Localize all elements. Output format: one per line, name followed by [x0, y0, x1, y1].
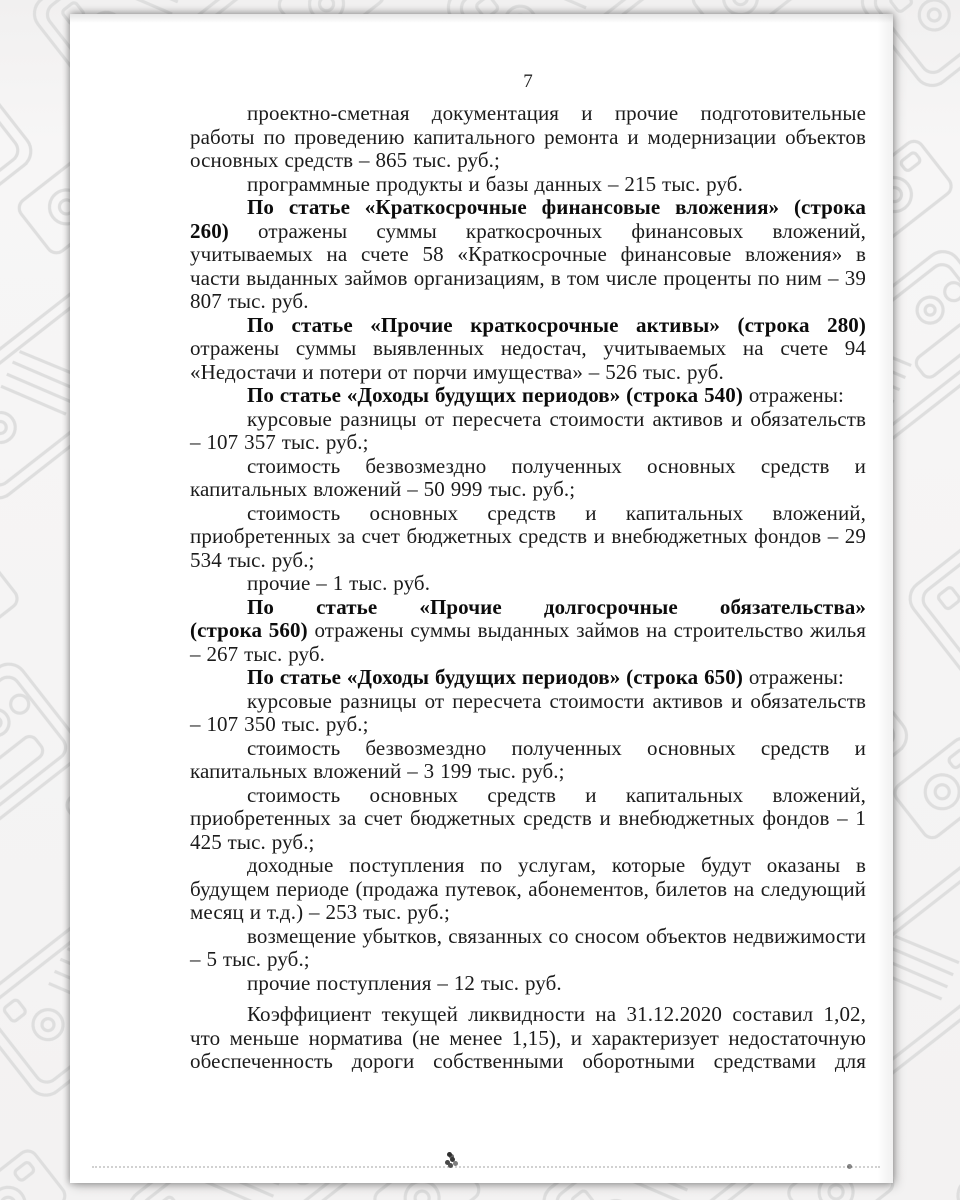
scan-noise-line	[92, 1156, 880, 1168]
paragraph-text: доходные поступления по услугам, которые будут оказаны в будущем периоде (продажа путевок, абонементов, билетов на следующий месяц и т.д.) – 253 тыс. руб.;	[190, 853, 866, 924]
paragraph	[190, 972, 866, 996]
paragraph-text: стоимость основных средств и капитальных вложений, приобретенных за счет бюджетных средств и внебюджетных фондов – 1 425 тыс. руб.;	[190, 782, 866, 854]
paragraph-text: отражены суммы краткосрочных финансовых вложений, учитываемых на счете 58 «Краткосрочные финансовые вложения» в части выданных займов организациям, в том числе проценты по ним – 39 807 тыс. руб.	[190, 218, 866, 313]
paragraph-text: проектно-сметная документация и прочие подготовительные работы по проведению капитального ремонта и модернизации объектов основных средств – 865 тыс. руб.;	[190, 101, 866, 172]
paragraph	[190, 455, 866, 502]
paragraph	[190, 690, 866, 737]
paragraph	[190, 408, 866, 455]
paragraph-text: стоимость безвозмездно полученных основных средств и капитальных вложений – 3 199 тыс. руб.;	[190, 735, 866, 783]
paragraph-text: прочие поступления – 12 тыс. руб.	[247, 970, 562, 995]
paragraph	[190, 925, 866, 972]
paragraph-text: прочие – 1 тыс. руб.	[247, 571, 431, 595]
bold-lead-continued: (строка 560)	[190, 618, 308, 642]
paragraph	[190, 502, 866, 573]
bold-lead: По статье «Прочие долгосрочные обязательства»	[247, 594, 866, 619]
paragraph	[190, 196, 866, 314]
paragraph-text: курсовые разницы от пересчета стоимости активов и обязательств – 107 357 тыс. руб.;	[190, 406, 866, 454]
paragraph	[190, 314, 866, 385]
paragraph	[190, 572, 866, 596]
paragraph-text: Коэффициент текущей ликвидности на 31.12.2020 составил 1,02, что меньше норматива (не менее 1,15), и характеризует недостаточную обеспеченность дороги собственными оборотными средствами для	[190, 1002, 866, 1073]
paragraph	[190, 173, 866, 197]
paragraph-text: отражены:	[742, 665, 844, 689]
paragraph-text: программные продукты и базы данных – 215 тыс. руб.	[247, 171, 743, 196]
paragraph	[190, 1003, 866, 1074]
paragraph-text: стоимость безвозмездно полученных основных средств и капитальных вложений – 50 999 тыс. руб.;	[190, 453, 866, 501]
paragraph	[190, 102, 866, 173]
paragraph-text: отражены суммы выявленных недостач, учитываемых на счете 94 «Недостачи и потери от порчи имущества» – 526 тыс. руб.	[190, 336, 866, 384]
bold-lead: По статье «Доходы будущих периодов» (строка 650)	[247, 665, 743, 689]
paragraph-text: курсовые разницы от пересчета стоимости активов и обязательств – 107 350 тыс. руб.;	[190, 688, 866, 736]
bold-lead: По статье «Прочие краткосрочные активы» (строка 280)	[247, 312, 866, 337]
paragraph	[190, 596, 866, 667]
bold-lead: По статье «Доходы будущих периодов» (строка 540)	[247, 383, 743, 407]
paragraph-text: отражены суммы выданных займов на строительство жилья – 267 тыс. руб.	[190, 618, 867, 666]
paragraph-text: стоимость основных средств и капитальных вложений, приобретенных за счет бюджетных средств и внебюджетных фондов – 29 534 тыс. руб.;	[190, 500, 866, 572]
page-number: 7	[523, 71, 533, 92]
document-page	[70, 14, 893, 1183]
paragraph-text: отражены:	[742, 383, 844, 407]
paragraph	[190, 666, 866, 690]
scan-noise-speck	[447, 1152, 452, 1157]
paragraph	[190, 784, 866, 855]
paragraph	[190, 384, 866, 408]
paragraph-text: возмещение убытков, связанных со сносом объектов недвижимости – 5 тыс. руб.;	[190, 923, 866, 971]
bold-lead: По статье «Краткосрочные финансовые вложения» (строка 260)	[190, 195, 866, 243]
paragraph	[190, 854, 866, 925]
page-text-block	[190, 102, 866, 1074]
paragraph	[190, 737, 866, 784]
